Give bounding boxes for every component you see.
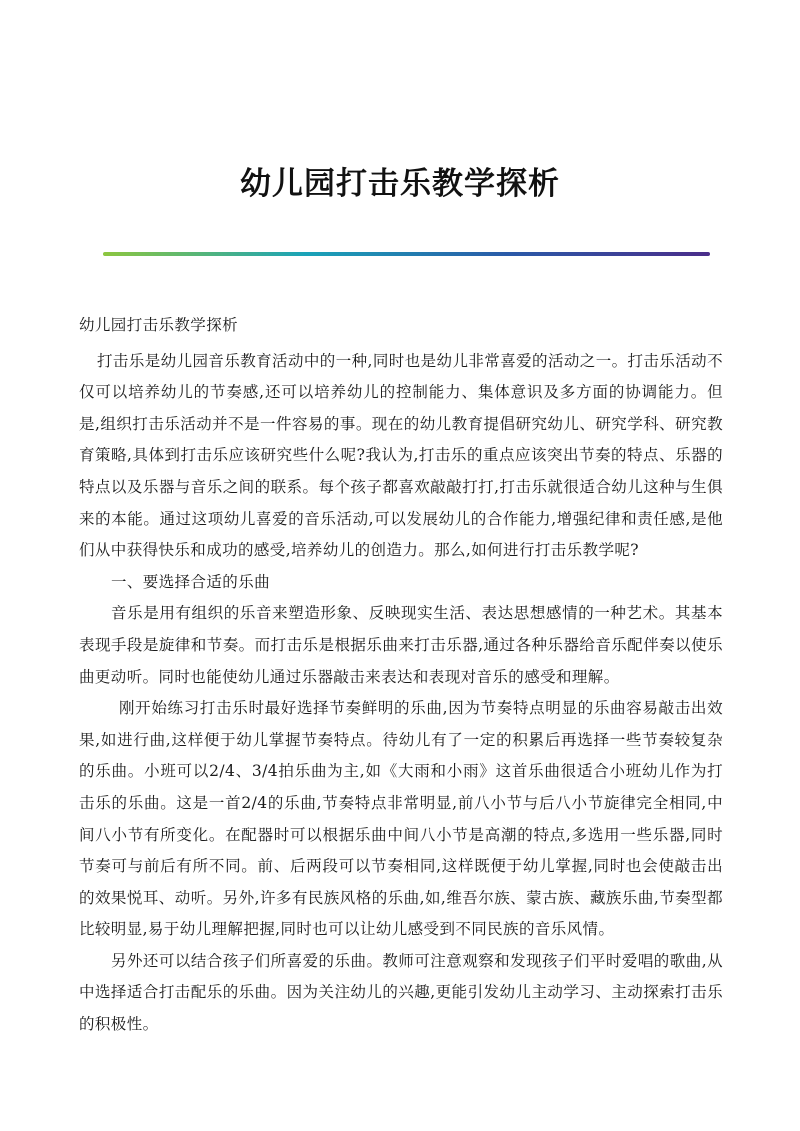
paragraph-rhythm-selection: 刚开始练习打击乐时最好选择节奏鲜明的乐曲,因为节奏特点明显的乐曲容易敲击出效果,如进行曲,这样便于幼儿掌握节奏特点。待幼儿有了一定的积累后再选择一些节奏较复杂的乐曲。小班可以2/4、3/4拍乐曲为主,如《大雨和小雨》这首乐曲很适合小班幼儿作为打击乐的乐曲。这是一首2/4的乐曲,节奏特点非常明显,前八小节与后八小节旋律完全相同,中间八小节有所变化。在配器时可以根据乐曲中间八小节是高潮的特点,多选用一些乐器,同时节奏可与前后有所不同。前、后两段可以节奏相同,这样既便于幼儿掌握,同时也会使敲击出的效果悦耳、动听。另外,许多有民族风格的乐曲,如,维吾尔族、蒙古族、藏族乐曲,节奏型都比较明显,易于幼儿理解把握,同时也可以让幼儿感受到不同民族的音乐风情。 [79, 699, 723, 939]
paragraph-intro: 打击乐是幼儿园音乐教育活动中的一种,同时也是幼儿非常喜爱的活动之一。打击乐活动不仅可以培养幼儿的节奏感,还可以培养幼儿的控制能力、集体意识及多方面的协调能力。但是,组织打击乐活动并不是一件容易的事。现在的幼儿教育提倡研究幼儿、研究学科、研究教育策略,具体到打击乐应该研究些什么呢?我认为,打击乐的重点应该突出节奏的特点、乐器的特点以及乐器与音乐之间的联系。每个孩子都喜欢敲敲打打,打击乐就很适合幼儿这种与生俱来的本能。通过这项幼儿喜爱的音乐活动,可以发展幼儿的合作能力,增强纪律和责任感,是他们从中获得快乐和成功的感受,培养幼儿的创造力。那么,如何进行打击乐教学呢? [79, 351, 723, 560]
document-title: 幼儿园打击乐教学探析 [240, 166, 560, 202]
paragraph-favorite-songs: 另外还可以结合孩子们所喜爱的乐曲。教师可注意观察和发现孩子们平时爱唱的歌曲,从中选择适合打击配乐的乐曲。因为关注幼儿的兴趣,更能引发幼儿主动学习、主动探索打击乐的积极性。 [79, 951, 723, 1034]
paragraph-music-definition: 音乐是用有组织的乐音来塑造形象、反映现实生活、表达思想感情的一种艺术。其基本表现手段是旋律和节奏。而打击乐是根据乐曲来打击乐器,通过各种乐器给音乐配伴奏以使乐曲更动听。同时也能使幼儿通过乐器敲击来表达和表现对音乐的感受和理解。 [79, 604, 723, 686]
title-divider [103, 252, 710, 256]
section-heading-1: 一、要选择合适的乐曲 [111, 572, 271, 591]
document-subtitle: 幼儿园打击乐教学探析 [79, 316, 239, 334]
document-body [79, 310, 723, 1041]
